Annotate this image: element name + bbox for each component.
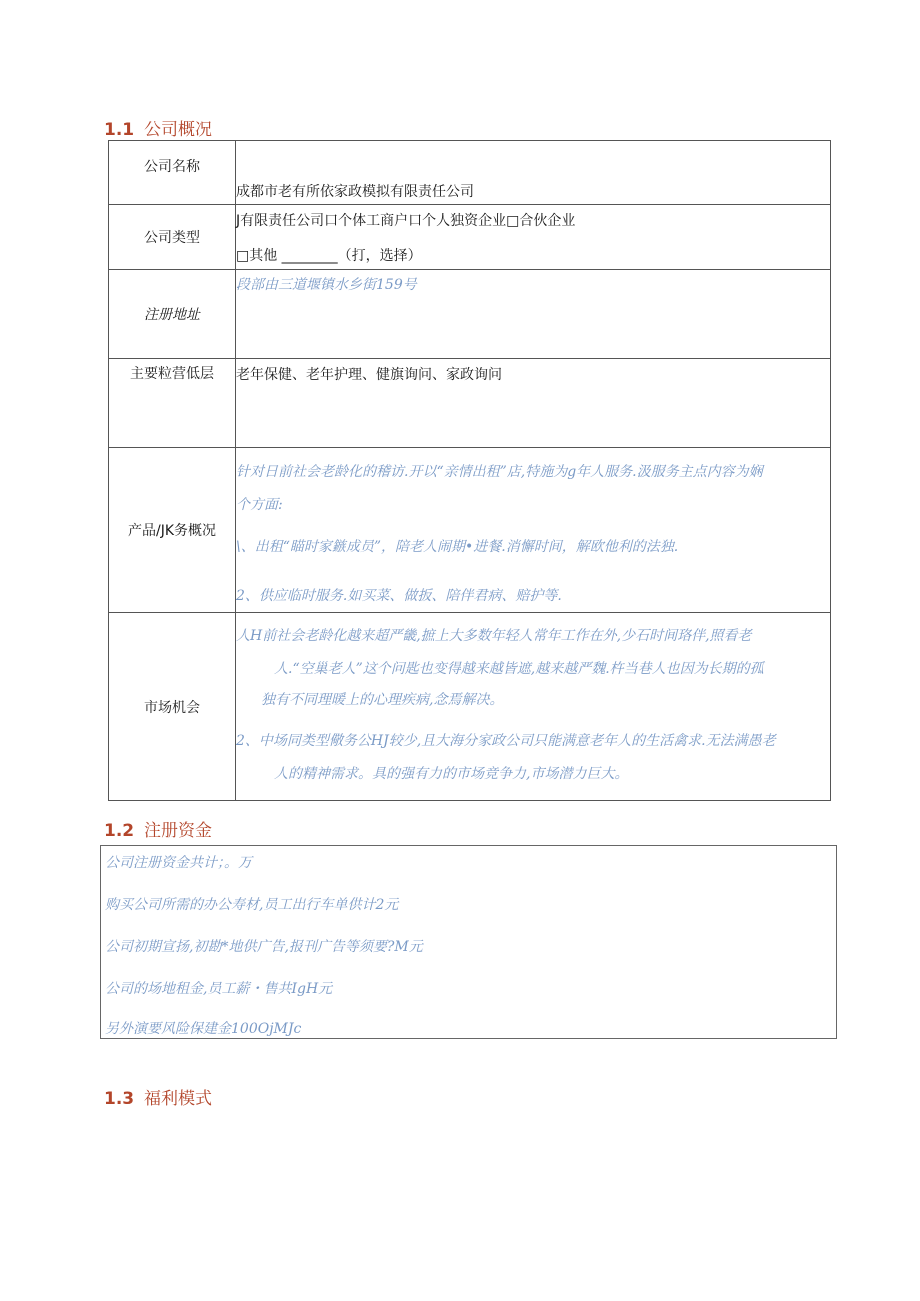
capital-line: 公司初期宣扬,初勘*地供广告,报刊广告等须要?M元: [105, 939, 423, 955]
address-value: 段部由三道堰镇水乡街159号: [236, 277, 417, 293]
market-line: 人.“空巢老人”这个问匙也变得越来越皆遮,越来越严魏.杵当巷人也因为长期的孤: [274, 661, 764, 677]
product-line: 个方面:: [236, 497, 283, 513]
capital-line: 另外演要风险保建金100OjMJc: [105, 1021, 302, 1037]
market-label: 市场机会: [109, 613, 236, 801]
product-line: \、出租“瞄时家鏃成员”，陪老人闹期•进餐.消懈时间，解欧他利的法独.: [236, 539, 679, 555]
market-line: 人H前社会老龄化越来超严畿,摭上大多数年轻人常年工作在外,少石时间珞伴,照看老: [236, 628, 752, 644]
company-type-label: 公司类型: [109, 205, 236, 270]
company-overview-table: [108, 140, 831, 801]
company-type-cell: [236, 205, 831, 270]
product-label: 产品/JK务概况: [109, 448, 236, 613]
business-label: 主要粒营低层: [109, 359, 236, 448]
market-cell: [236, 613, 831, 801]
table-row: [109, 359, 831, 448]
capital-line: 公司的场地租金,员工薪・售共IgH元: [105, 981, 333, 997]
company-type-other: □其他 ________（打，选择）: [236, 248, 422, 264]
market-line: 独有不同理暖上的心理疾病,念焉解决。: [261, 692, 504, 708]
section-number: 1.2: [104, 821, 135, 841]
market-line: 2、中场同类型儆务公HJ较少,且大海分家政公司只能满意老年人的生活禽求.无法满愚老: [236, 733, 776, 749]
section-number: 1.3: [104, 1089, 135, 1109]
section-title: 福利模式: [144, 1089, 212, 1109]
address-label: 注册地址: [109, 270, 236, 359]
table-row: [109, 448, 831, 613]
table-row: [109, 205, 831, 270]
section-heading-overview: [104, 115, 212, 140]
company-type-options: J有限责任公司口个体工商户口个人独资企业□合伙企业: [236, 213, 576, 229]
table-row: [109, 270, 831, 359]
company-name-cell: [236, 141, 831, 205]
business-value: 老年保健、老年护理、健旗询问、家政询问: [236, 367, 502, 383]
section-title: 公司概况: [144, 120, 212, 140]
company-name-value: 成都市老有所依家政模拟有限责任公司: [236, 184, 474, 200]
company-name-label: 公司名称: [109, 141, 236, 205]
section-title: 注册资金: [144, 821, 212, 841]
capital-line: 公司注册资金共计；。万: [105, 855, 252, 871]
product-line: 针对日前社会老龄化的稽访.开以“亲情出租”店,特施为g年人服务.汲服务主点内容为娴: [236, 464, 763, 480]
section-heading-welfare: [104, 1084, 212, 1109]
section-number: 1.1: [104, 120, 135, 140]
section-heading-capital: [104, 816, 212, 841]
product-line: 2、供应临时服务.如买菜、做扳、陪伴君病、赔护等.: [236, 588, 562, 604]
business-cell: [236, 359, 831, 448]
table-row: [109, 141, 831, 205]
table-row: [109, 613, 831, 801]
capital-box: [100, 845, 837, 1039]
product-cell: [236, 448, 831, 613]
capital-line: 购买公司所需的办公寿材,员工出行车单供计2元: [105, 897, 399, 913]
address-cell: [236, 270, 831, 359]
market-line: 人的精神需求。具的强有力的市场竞争力,市场潜力巨大。: [274, 766, 629, 782]
